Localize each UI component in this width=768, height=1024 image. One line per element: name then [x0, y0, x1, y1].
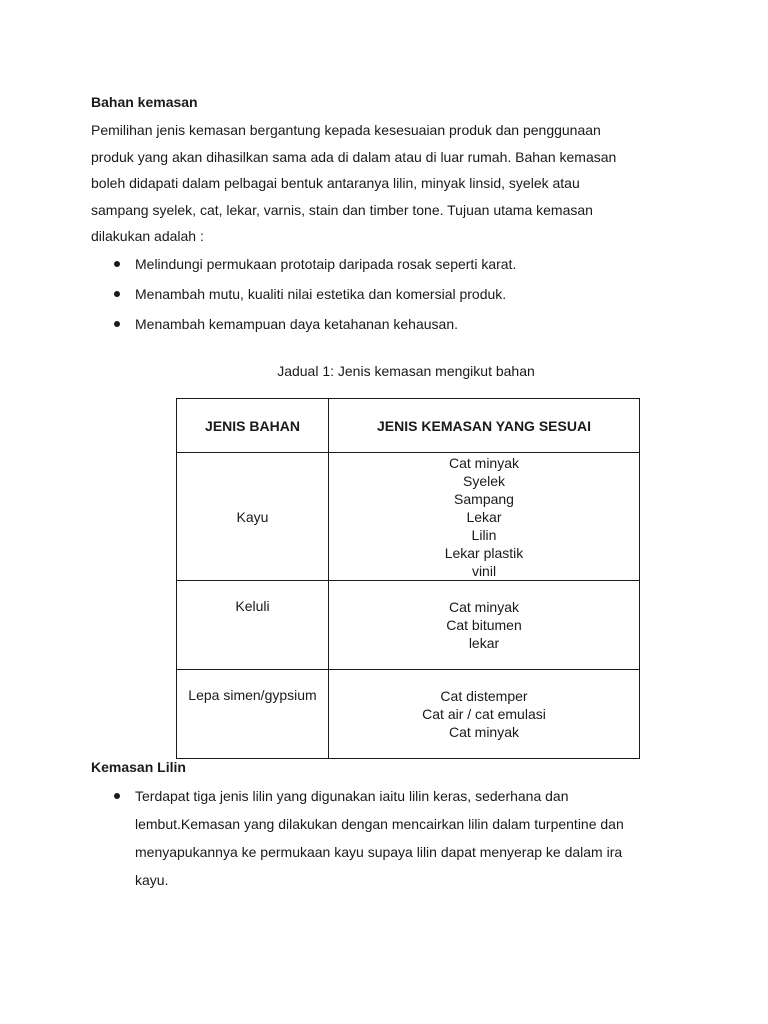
list-item — [110, 255, 516, 285]
finish-list-cell — [329, 453, 640, 581]
material-cell: Kayu — [177, 453, 329, 581]
finish-item: Cat minyak — [448, 724, 520, 740]
finish-list-cell — [329, 581, 640, 670]
finish-item: Lilin — [471, 527, 497, 543]
paragraph-line: boleh didapati dalam pelbagai bentuk antaranya lilin, minyak linsid, syelek atau — [91, 175, 580, 192]
column-header-jenis-bahan: JENIS BAHAN — [177, 399, 329, 453]
finishing-table — [176, 398, 640, 759]
list-item-line: lembut.Kemasan yang dilakukan dengan mencairkan lilin dalam turpentine dan — [135, 816, 624, 832]
paragraph-line: Pemilihan jenis kemasan bergantung kepada kesesuaian produk dan penggunaan — [91, 122, 601, 138]
section-heading-bahan-kemasan: Bahan kemasan — [91, 94, 198, 110]
table-header-row — [177, 399, 640, 453]
finish-item: Cat bitumen — [446, 617, 522, 633]
bullet-icon — [114, 321, 120, 327]
list-item — [110, 285, 516, 315]
bullet-icon — [114, 793, 120, 799]
material-cell: Lepa simen/gypsium — [177, 670, 329, 759]
bullet-icon — [114, 261, 120, 267]
list-item-line: menyapukannya ke permukaan kayu supaya lilin dapat menyerap ke dalam ira — [135, 844, 623, 860]
paragraph-line: sampang syelek, cat, lekar, varnis, stain dan timber tone. Tujuan utama kemasan — [91, 201, 593, 218]
table-row — [177, 670, 640, 759]
finish-item: Lekar plastik — [444, 545, 524, 561]
table-row — [177, 581, 640, 670]
list-item — [110, 782, 675, 894]
paragraph-line: dilakukan adalah : — [91, 228, 204, 245]
section-heading-kemasan-lilin: Kemasan Lilin — [91, 759, 186, 775]
finish-item: lekar — [468, 635, 500, 651]
bullet-icon — [114, 291, 120, 297]
column-header-jenis-kemasan: JENIS KEMASAN YANG SESUAI — [329, 399, 640, 453]
finish-item: Cat minyak — [448, 455, 520, 471]
material-cell: Keluli — [177, 581, 329, 670]
purpose-bullet-list — [110, 255, 516, 345]
list-item-text: Melindungi permukaan prototaip daripada rosak seperti karat. — [135, 256, 517, 272]
list-item-line: Terdapat tiga jenis lilin yang digunakan iaitu lilin keras, sederhana dan — [135, 788, 569, 804]
finish-item: Cat distemper — [440, 688, 528, 704]
table-row — [177, 453, 640, 581]
finish-item: Cat minyak — [448, 599, 520, 615]
list-item-text: Menambah mutu, kualiti nilai estetika dan komersial produk. — [135, 286, 507, 302]
list-item-line: kayu. — [135, 872, 169, 888]
list-item-text: Menambah kemampuan daya ketahanan kehausan. — [135, 316, 458, 332]
list-item — [110, 315, 516, 345]
finish-item: vinil — [471, 563, 497, 579]
finish-list-cell — [329, 670, 640, 759]
table-caption: Jadual 1: Jenis kemasan mengikut bahan — [277, 363, 535, 379]
finish-item: Syelek — [462, 473, 506, 489]
paragraph-line: produk yang akan dihasilkan sama ada di dalam atau di luar rumah. Bahan kemasan — [91, 148, 617, 165]
wax-bullet-list — [110, 782, 675, 894]
finish-item: Cat air / cat emulasi — [422, 706, 546, 722]
finish-item: Lekar — [466, 509, 502, 525]
finish-item: Sampang — [454, 491, 514, 507]
intro-paragraph — [91, 117, 691, 250]
